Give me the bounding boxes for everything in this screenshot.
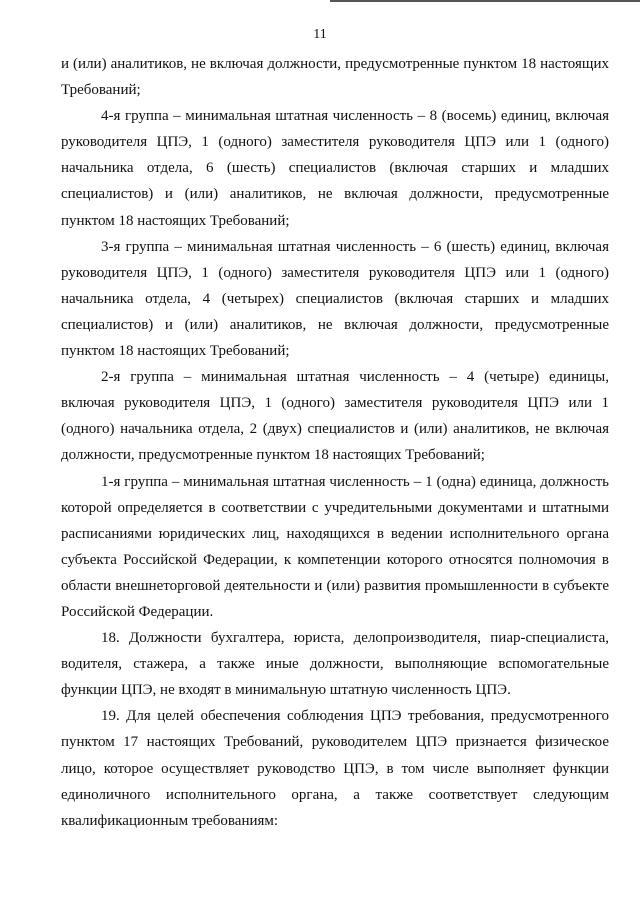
paragraph-continuation: и (или) аналитиков, не включая должности, предусмотренные пунктом 18 настоящих Требований; <box>61 56 609 99</box>
paragraph-group-1: 1-я группа – минимальная штатная численность – 1 (одна) единица, должность которой определяется в соответствии с учредительными документами и штатными расписаниями юридических лиц, находящихся в ведении исполнительного органа субъекта Российской Федерации, к компетенции которого относятся полномочия в области внешнеторговой деятельности и (или) развития промышленности в субъекте Российской Федерации. <box>61 473 609 620</box>
page-number: 11 <box>313 27 327 42</box>
paragraph-group-4: 4-я группа – минимальная штатная численность – 8 (восемь) единиц, включая руководителя ЦПЭ, 1 (одного) заместителя руководителя ЦПЭ или 1 (одного) начальника отдела, 6 (шесть) специалистов (включая старших и младших специалистов) и (или) аналитиков, не включая должности, предусмотренные пунктом 18 настоящих Требований; <box>61 108 609 229</box>
paragraph-group-2: 2-я группа – минимальная штатная численность – 4 (четыре) единицы, включая руководителя ЦПЭ, 1 (одного) заместителя руководителя ЦПЭ или 1 (одного) начальника отдела, 2 (двух) специалистов и (или) аналитиков, не включая должности, предусмотренные пунктом 18 настоящих Требований; <box>61 369 609 464</box>
paragraph-group-3: 3-я группа – минимальная штатная численность – 6 (шесть) единиц, включая руководителя ЦПЭ, 1 (одного) заместителя руководителя ЦПЭ или 1 (одного) начальника отдела, 4 (четырех) специалистов (включая старших и младших специалистов) и (или) аналитиков, не включая должности, предусмотренные пунктом 18 настоящих Требований; <box>61 238 609 360</box>
paragraph-item-18: 18. Должности бухгалтера, юриста, делопроизводителя, пиар-специалиста, водителя, стажера, а также иные должности, выполняющие вспомогательные функции ЦПЭ, не входят в минимальную штатную численность ЦПЭ. <box>61 630 609 699</box>
paragraph-item-19: 19. Для целей обеспечения соблюдения ЦПЭ требования, предусмотренного пунктом 17 настоящих Требований, руководителем ЦПЭ признается физическое лицо, которое осуществляет руководство ЦПЭ, в том числе выполняет функции единоличного исполнительного органа, а также соответствует следующим квалификационным требованиям: <box>61 708 609 829</box>
scan-edge-line <box>330 0 640 2</box>
document-body <box>61 51 609 834</box>
